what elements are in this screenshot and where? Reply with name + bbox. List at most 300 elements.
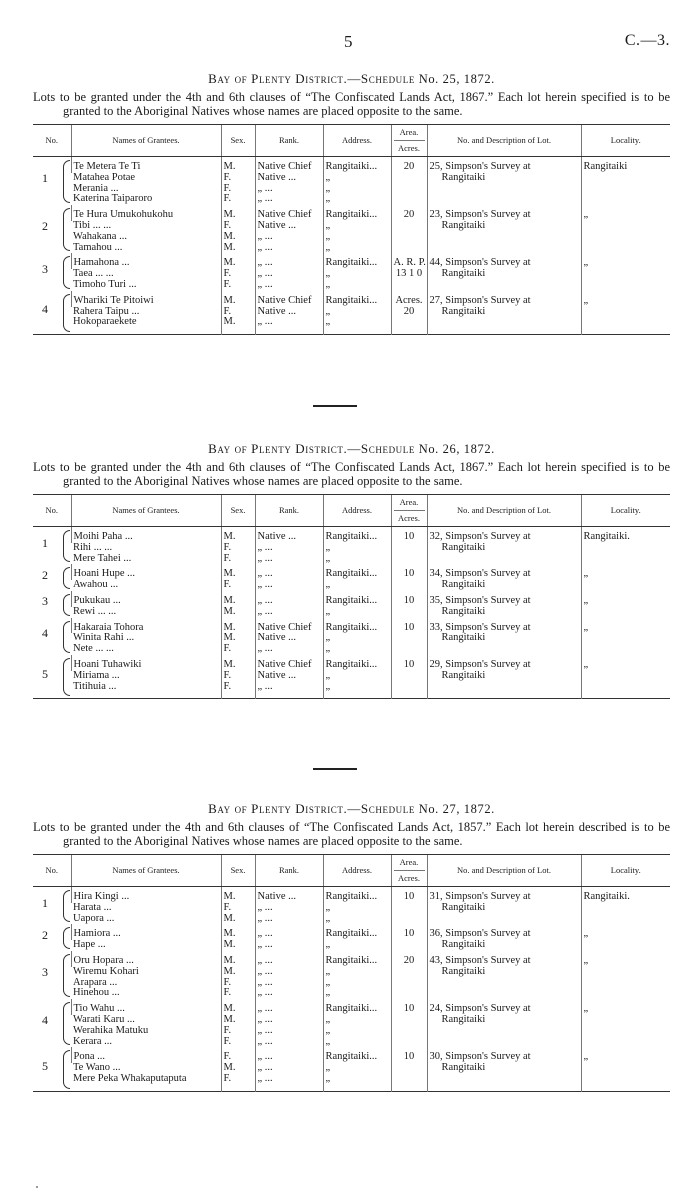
grantee-rank: Native ... — [255, 633, 323, 644]
table-row — [33, 291, 670, 307]
lot-description-line: 32, Simpson's Survey at — [429, 531, 531, 542]
header-locality: Locality. — [581, 125, 670, 157]
lot-number: 1 — [42, 895, 48, 910]
schedule-intro-text: Lots to be granted under the 4th and 6th clauses of “The Confiscated Lands Act, 1867.” Each lot herein specified is to be granted to the Aboriginal Natives whose names are placed opposite to the same. — [33, 460, 670, 488]
lot-area — [391, 618, 427, 655]
grantee-sex: M. — [221, 887, 255, 903]
table-row — [33, 655, 670, 671]
grantee-rank: „ ... — [255, 1074, 323, 1091]
grantee-address: „ — [323, 607, 391, 618]
grantee-address: Rangitaiki... — [323, 527, 391, 543]
brace-mark — [63, 658, 70, 696]
lot-description-line: 24, Simpson's Survey at — [429, 1003, 531, 1015]
grantee-rank: „ ... — [255, 1015, 323, 1026]
grantee-name: Te Hura Umukohukohu — [71, 205, 221, 221]
grantee-rank: „ ... — [255, 988, 323, 999]
schedule-intro — [33, 91, 670, 118]
schedule-intro — [33, 461, 670, 488]
grantee-sex: M. — [221, 951, 255, 967]
schedule-title — [33, 800, 670, 818]
brace-mark — [63, 530, 70, 562]
lot-area — [391, 564, 427, 591]
lot-description-place: Rangitaiki — [441, 1062, 486, 1074]
lot-number: 4 — [42, 1013, 48, 1028]
grantee-address: „ — [323, 194, 391, 205]
lot-number-cell — [33, 887, 71, 925]
header-lot-description: No. and Description of Lot. — [427, 125, 581, 157]
grantee-address: Rangitaiki... — [323, 924, 391, 940]
table-row — [33, 887, 670, 903]
grantee-address: „ — [323, 173, 391, 184]
table-row — [33, 1047, 670, 1063]
lot-description — [427, 999, 581, 1047]
lot-description-place: Rangitaiki — [441, 939, 486, 951]
header-no: No. — [33, 855, 71, 887]
grantee-rank: „ ... — [255, 317, 323, 334]
grantee-rank: „ ... — [255, 564, 323, 580]
lot-area — [391, 291, 427, 335]
brace-mark — [63, 208, 70, 251]
schedule-26 — [33, 440, 670, 699]
grantee-rank: „ ... — [255, 682, 323, 699]
grantee-rank: „ ... — [255, 940, 323, 951]
lot-area — [391, 951, 427, 999]
header-lot-description: No. and Description of Lot. — [427, 495, 581, 527]
section-divider — [313, 768, 357, 770]
grantee-sex: F. — [221, 682, 255, 699]
grantee-sex: M. — [221, 967, 255, 978]
grantee-sex: M. — [221, 1063, 255, 1074]
lot-locality: „ — [581, 205, 670, 253]
lot-number-cell — [33, 618, 71, 655]
grantee-rank: Native Chief — [255, 655, 323, 671]
grantee-sex: F. — [221, 184, 255, 195]
brace-mark — [63, 890, 70, 922]
header-lot-description: No. and Description of Lot. — [427, 855, 581, 887]
header-address: Address. — [323, 125, 391, 157]
grantee-address: „ — [323, 221, 391, 232]
grantee-rank: Native ... — [255, 173, 323, 184]
lot-area-value: 10 — [403, 594, 415, 606]
grantee-rank: „ ... — [255, 1026, 323, 1037]
grantee-address: „ — [323, 988, 391, 999]
grantee-rank: „ ... — [255, 184, 323, 195]
lot-area-value: Acres. — [395, 294, 423, 306]
lot-description-line: 43, Simpson's Survey at — [429, 954, 531, 966]
lot-description-line: 23, Simpson's Survey at — [429, 209, 531, 221]
header-acres-label: Acres. — [398, 513, 420, 523]
grantee-rank: „ ... — [255, 243, 323, 254]
grantee-name: Miriama ... — [73, 670, 120, 681]
grantee-rank: „ ... — [255, 1037, 323, 1048]
lot-area-value: 10 — [403, 928, 415, 940]
lot-locality: „ — [581, 1047, 670, 1091]
grantee-name: Hape ... — [73, 940, 106, 951]
lot-number-cell — [33, 999, 71, 1047]
grantee-rank: Native ... — [255, 887, 323, 903]
lot-locality: „ — [581, 253, 670, 290]
grantee-rank: „ ... — [255, 591, 323, 607]
grantee-address: Rangitaiki... — [323, 618, 391, 634]
grantee-name: Arapara ... — [73, 977, 118, 988]
lot-description-place: Rangitaiki — [441, 541, 486, 553]
grantee-address: „ — [323, 978, 391, 989]
lot-number: 5 — [42, 666, 48, 681]
grantee-name: Kerara ... — [73, 1036, 113, 1047]
grantee-name: Hamiora ... — [71, 924, 221, 940]
grantee-name: Hira Kingi ... — [71, 887, 221, 903]
grantee-sex: M. — [221, 291, 255, 307]
lot-area-value: 20 — [403, 209, 415, 221]
grantee-sex: F. — [221, 280, 255, 291]
lot-description — [427, 618, 581, 655]
schedule-intro-text: Lots to be granted under the 4th and 6th clauses of “The Confiscated Lands Act, 1867.” Each lot herein specified is to be granted to the Aboriginal Natives whose names are placed opposite to the same. — [33, 90, 670, 118]
grantee-address: Rangitaiki... — [323, 564, 391, 580]
table-row — [33, 527, 670, 543]
grantee-address: „ — [323, 644, 391, 655]
grantee-sex: M. — [221, 564, 255, 580]
brace-mark — [63, 294, 70, 332]
grantee-address: „ — [323, 184, 391, 195]
lot-description — [427, 591, 581, 618]
lot-locality: „ — [581, 999, 670, 1047]
lot-number: 2 — [42, 567, 48, 582]
lot-area-value: 10 — [403, 621, 415, 633]
lot-number: 1 — [42, 171, 48, 186]
grantee-rank: „ ... — [255, 978, 323, 989]
header-no: No. — [33, 125, 71, 157]
lot-description — [427, 924, 581, 951]
grantee-sex: M. — [221, 607, 255, 618]
lot-description-line: 34, Simpson's Survey at — [429, 568, 531, 580]
grantee-rank: „ ... — [255, 232, 323, 243]
header-area-label: Area. — [394, 857, 425, 871]
grantee-name: Matahea Potae — [73, 172, 136, 183]
grantee-rank: Native Chief — [255, 205, 323, 221]
lot-description-place: Rangitaiki — [441, 605, 486, 617]
grantee-sex: F. — [221, 554, 255, 565]
brace-mark — [63, 927, 70, 949]
table-row — [33, 618, 670, 634]
grantee-sex: F. — [221, 194, 255, 205]
grantee-name: Taea ... ... — [73, 269, 114, 280]
brace-mark — [63, 954, 70, 997]
header-sex: Sex. — [221, 855, 255, 887]
schedule-title — [33, 70, 670, 88]
grantee-name: Titihuia ... — [73, 681, 117, 692]
grantee-name: Katerina Taiparoro — [73, 194, 153, 205]
brace-mark — [63, 621, 70, 653]
grantee-name: Rihi ... ... — [73, 542, 113, 553]
grantee-address: Rangitaiki... — [323, 655, 391, 671]
brace-mark — [63, 160, 70, 203]
grantee-name: Merania ... — [73, 183, 119, 194]
lot-number-cell — [33, 253, 71, 290]
grantee-rank: „ ... — [255, 280, 323, 291]
grantee-name: Wahakana ... — [73, 231, 127, 242]
header-address: Address. — [323, 855, 391, 887]
page-mark — [36, 1186, 38, 1188]
grantee-sex: M. — [221, 924, 255, 940]
lot-area-value-2: 20 — [403, 305, 415, 317]
grantee-sex: F. — [221, 580, 255, 591]
brace-mark — [63, 567, 70, 589]
grantee-rank: „ ... — [255, 1047, 323, 1063]
lot-number-cell — [33, 205, 71, 253]
header-names: Names of Grantees. — [71, 855, 221, 887]
grantee-name: Hoani Tuhawiki — [71, 655, 221, 671]
grantee-name: Whariki Te Pitoiwi — [71, 291, 221, 307]
lot-number-cell — [33, 655, 71, 699]
grantee-sex: M. — [221, 618, 255, 634]
grantee-rank: „ ... — [255, 644, 323, 655]
section-divider — [313, 405, 357, 407]
lot-area-value: A. R. P. — [393, 257, 426, 269]
grantee-name: Winita Rahi ... — [73, 633, 135, 644]
lot-area-value: 10 — [403, 658, 415, 670]
lot-area-value: 10 — [403, 891, 415, 902]
header-area-label: Area. — [394, 127, 425, 141]
grantee-sex: M. — [221, 1015, 255, 1026]
lot-number: 2 — [42, 927, 48, 942]
table-row — [33, 951, 670, 967]
lot-description — [427, 253, 581, 290]
grantee-rank: „ ... — [255, 951, 323, 967]
grantee-address: „ — [323, 307, 391, 318]
lot-description-place: Rangitaiki — [441, 579, 486, 591]
schedule-title-number: No. 27, 1872. — [418, 802, 495, 816]
grantee-name: Tibi ... ... — [73, 220, 112, 231]
lot-number: 4 — [42, 626, 48, 641]
lot-number-cell — [33, 1047, 71, 1091]
lot-number: 3 — [42, 594, 48, 609]
header-area-label: Area. — [394, 497, 425, 511]
lot-description-line: 27, Simpson's Survey at — [429, 294, 531, 306]
header-locality: Locality. — [581, 855, 670, 887]
header-acres-label: Acres. — [398, 143, 420, 153]
table-row — [33, 564, 670, 580]
brace-mark — [63, 1002, 70, 1045]
header-names: Names of Grantees. — [71, 495, 221, 527]
grantee-address: „ — [323, 269, 391, 280]
lot-number-cell — [33, 527, 71, 565]
grantee-name: Te Metera Te Ti — [71, 157, 221, 173]
header-rank: Rank. — [255, 125, 323, 157]
brace-mark — [63, 256, 70, 288]
lot-locality: „ — [581, 564, 670, 591]
grantee-sex: M. — [221, 999, 255, 1015]
lot-number-cell — [33, 924, 71, 951]
grantee-address: „ — [323, 580, 391, 591]
grantee-name: Warati Karu ... — [73, 1014, 135, 1025]
lot-area — [391, 527, 427, 565]
grantee-sex: M. — [221, 205, 255, 221]
lot-area — [391, 253, 427, 290]
lot-description-place: Rangitaiki — [441, 171, 486, 183]
lot-number: 4 — [42, 302, 48, 317]
grantee-rank: Native Chief — [255, 157, 323, 173]
lot-number: 1 — [42, 535, 48, 550]
grantee-rank: „ ... — [255, 194, 323, 205]
lot-description — [427, 157, 581, 206]
header-area — [391, 855, 427, 887]
grantee-name: Te Wano ... — [73, 1063, 121, 1074]
lot-locality: Rangitaiki. — [581, 887, 670, 925]
header-rank: Rank. — [255, 495, 323, 527]
grantee-sex: M. — [221, 527, 255, 543]
grantee-address: „ — [323, 1074, 391, 1091]
grantee-name: Rahera Taipu ... — [73, 306, 140, 317]
grantee-sex: M. — [221, 232, 255, 243]
lot-description — [427, 291, 581, 335]
grantee-sex: F. — [221, 671, 255, 682]
grantee-address: „ — [323, 232, 391, 243]
lot-number-cell — [33, 564, 71, 591]
page-reference: C.—3. — [624, 32, 670, 49]
grantee-address: Rangitaiki... — [323, 1047, 391, 1063]
grantee-address: „ — [323, 1037, 391, 1048]
lot-area-value: 10 — [403, 1003, 415, 1015]
header-area — [391, 495, 427, 527]
table-row — [33, 591, 670, 607]
lot-description-line: 44, Simpson's Survey at — [429, 257, 531, 269]
grantee-address: „ — [323, 914, 391, 925]
grantee-name: Harata ... — [73, 902, 112, 913]
grantee-rank: „ ... — [255, 914, 323, 925]
grantee-sex: M. — [221, 591, 255, 607]
lot-description — [427, 951, 581, 999]
lot-number: 3 — [42, 262, 48, 277]
grantee-sex: M. — [221, 253, 255, 269]
grantee-rank: Native ... — [255, 221, 323, 232]
lot-description-place: Rangitaiki — [441, 901, 486, 913]
lot-description-line: 31, Simpson's Survey at — [429, 891, 531, 902]
lot-locality: „ — [581, 924, 670, 951]
grantee-name: Werahika Matuku — [73, 1025, 149, 1036]
lot-description-place: Rangitaiki — [441, 219, 486, 231]
grantee-address: „ — [323, 280, 391, 291]
grantees-table — [33, 494, 670, 699]
header-names: Names of Grantees. — [71, 125, 221, 157]
grantee-name: Oru Hopara ... — [71, 951, 221, 967]
lot-description — [427, 527, 581, 565]
grantee-address: „ — [323, 243, 391, 254]
table-row — [33, 924, 670, 940]
grantee-sex: M. — [221, 655, 255, 671]
grantee-address: „ — [323, 543, 391, 554]
lot-number: 5 — [42, 1059, 48, 1074]
grantee-address: „ — [323, 671, 391, 682]
grantee-name: Awahou ... — [73, 580, 119, 591]
grantee-address: „ — [323, 940, 391, 951]
grantee-name: Hokoparaekete — [73, 317, 137, 328]
grantee-rank: „ ... — [255, 903, 323, 914]
grantee-sex: F. — [221, 988, 255, 999]
grantee-sex: M. — [221, 914, 255, 925]
grantee-sex: M. — [221, 633, 255, 644]
lot-description-place: Rangitaiki — [441, 965, 486, 977]
lot-area — [391, 591, 427, 618]
grantee-rank: „ ... — [255, 543, 323, 554]
lot-area-value: 10 — [403, 1051, 415, 1063]
schedule-27 — [33, 800, 670, 1092]
grantee-sex: F. — [221, 1074, 255, 1091]
grantee-name: Hoani Hupe ... — [71, 564, 221, 580]
lot-area-value: 20 — [403, 161, 415, 172]
grantee-sex: F. — [221, 173, 255, 184]
lot-description-line: 36, Simpson's Survey at — [429, 928, 531, 940]
grantee-sex: M. — [221, 243, 255, 254]
grantee-address: „ — [323, 1063, 391, 1074]
grantee-rank: „ ... — [255, 253, 323, 269]
lot-description-place: Rangitaiki — [441, 1013, 486, 1025]
grantee-sex: F. — [221, 543, 255, 554]
grantee-name: Hakaraia Tohora — [71, 618, 221, 634]
grantee-sex: F. — [221, 1037, 255, 1048]
lot-area-value: 20 — [403, 954, 415, 966]
grantee-name: Uapora ... — [73, 913, 115, 924]
schedule-title — [33, 440, 670, 458]
grantees-table — [33, 124, 670, 335]
lot-number-cell — [33, 291, 71, 335]
grantee-sex: M. — [221, 317, 255, 334]
header-sex: Sex. — [221, 495, 255, 527]
grantee-rank: „ ... — [255, 924, 323, 940]
lot-area — [391, 655, 427, 699]
brace-mark — [63, 594, 70, 616]
lot-description — [427, 1047, 581, 1091]
lot-locality: „ — [581, 291, 670, 335]
schedule-title-prefix: Bay of Plenty District.—Schedule — [208, 71, 415, 86]
lot-description-line: 30, Simpson's Survey at — [429, 1051, 531, 1063]
schedule-title-prefix: Bay of Plenty District.—Schedule — [208, 441, 415, 456]
lot-description-line: 33, Simpson's Survey at — [429, 621, 531, 633]
lot-area — [391, 1047, 427, 1091]
grantee-rank: „ ... — [255, 1063, 323, 1074]
lot-number-cell — [33, 157, 71, 206]
header-rank: Rank. — [255, 855, 323, 887]
grantee-address: Rangitaiki... — [323, 291, 391, 307]
schedule-title-prefix: Bay of Plenty District.—Schedule — [208, 801, 415, 816]
grantee-address: Rangitaiki... — [323, 253, 391, 269]
lot-description-line: 25, Simpson's Survey at — [429, 161, 531, 172]
lot-description — [427, 564, 581, 591]
grantee-name: Pona ... — [71, 1047, 221, 1063]
grantee-name: Tamahou ... — [73, 242, 123, 253]
grantee-name: Timoho Turi ... — [73, 279, 137, 290]
grantee-name: Moihi Paha ... — [71, 527, 221, 543]
lot-area — [391, 924, 427, 951]
grantee-sex: M. — [221, 940, 255, 951]
grantee-rank: Native ... — [255, 527, 323, 543]
table-row — [33, 157, 670, 173]
grantee-sex: F. — [221, 307, 255, 318]
lot-locality: Rangitaiki — [581, 157, 670, 206]
lot-description — [427, 205, 581, 253]
grantee-address: „ — [323, 903, 391, 914]
grantee-address: „ — [323, 967, 391, 978]
lot-locality: „ — [581, 951, 670, 999]
lot-area-value-2: 13 1 0 — [395, 268, 423, 280]
grantee-rank: „ ... — [255, 554, 323, 565]
lot-area — [391, 157, 427, 206]
grantee-address: Rangitaiki... — [323, 951, 391, 967]
lot-description-place: Rangitaiki — [441, 669, 486, 681]
grantee-rank: „ ... — [255, 269, 323, 280]
grantee-name: Hinehou ... — [73, 988, 120, 999]
grantee-sex: F. — [221, 1047, 255, 1063]
grantee-address: Rangitaiki... — [323, 157, 391, 173]
